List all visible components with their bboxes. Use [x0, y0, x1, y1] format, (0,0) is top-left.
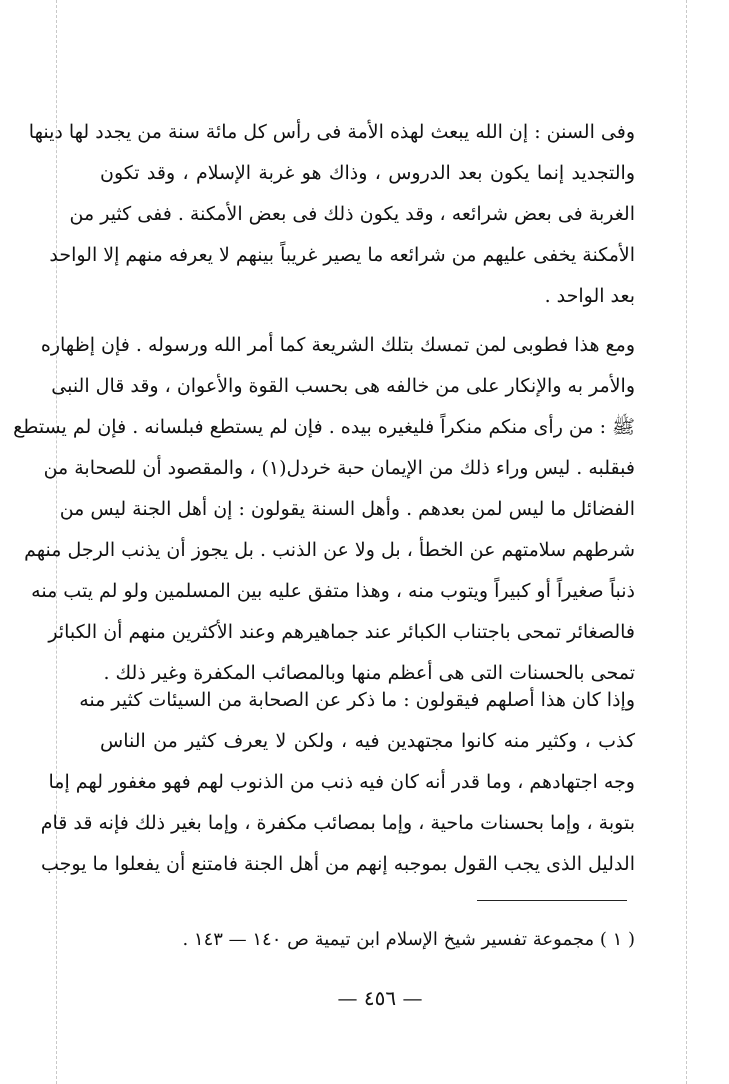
paragraph-line: والأمر به والإنكار على من خالفه هى بحسب القوة والأعوان ، وقد قال النبى	[51, 375, 635, 397]
paragraph-2	[13, 325, 635, 694]
paragraph-line: شرطهم سلامتهم عن الخطأ ، بل ولا عن الذنب . بل يجوز أن يذنب الرجل منهم	[24, 539, 635, 561]
paragraph-line: بعد الواحد .	[544, 285, 635, 307]
page-number: — ٤٥٦ —	[337, 986, 423, 1010]
paragraph-line: ﷺ : من رأى منكم منكراً فليغيره بيده . فإن لم يستطع فبلسانه . فإن لم يستطع	[13, 416, 635, 438]
paragraph-1	[28, 112, 635, 317]
paragraph-line: الأمكنة يخفى عليهم من شرائعه ما يصير غريباً بينهم لا يعرفه منهم إلا الواحد	[49, 244, 635, 266]
footnote-separator	[477, 900, 627, 901]
paragraph-line: تمحى بالحسنات التى هى أعظم منها وبالمصائب المكفرة وغير ذلك .	[103, 662, 635, 684]
paragraph-line: والتجديد إنما يكون بعد الدروس ، وذاك هو غربة الإسلام ، وقد تكون	[100, 162, 635, 184]
right-margin-guide	[686, 0, 687, 1084]
paragraph-line: وجه اجتهادهم ، وما قدر أنه كان فيه ذنب من الذنوب لهم فهو مغفور لهم إما	[48, 771, 635, 793]
paragraph-3	[40, 680, 635, 885]
paragraph-line: ومع هذا فطوبى لمن تمسك بتلك الشريعة كما أمر الله ورسوله . فإن إظهاره	[40, 334, 635, 356]
paragraph-line: الدليل الذى يجب القول بموجبه إنهم من أهل الجنة فامتنع أن يفعلوا ما يوجب	[41, 853, 635, 875]
paragraph-line: وفى السنن : إن الله يبعث لهذه الأمة فى رأس كل مائة سنة من يجدد لها دينها	[28, 121, 635, 143]
footnote: ( ١ ) مجموعة تفسير شيخ الإسلام ابن تيمية ص ١٤٠ — ١٤٣ .	[182, 929, 635, 950]
paragraph-line: الفضائل ما ليس لمن بعدهم . وأهل السنة يقولون : إن أهل الجنة ليس من	[59, 498, 635, 520]
paragraph-line: فالصغائر تمحى باجتناب الكبائر عند جماهيرهم وعند الأكثرين منهم أن الكبائر	[48, 621, 635, 643]
paragraph-line: الغربة فى بعض شرائعه ، وقد يكون ذلك فى بعض الأمكنة . ففى كثير من	[69, 203, 635, 225]
paragraph-line: ذنباً صغيراً أو كبيراً ويتوب منه ، وهذا متفق عليه بين المسلمين ولو لم يتب منه	[31, 580, 635, 602]
paragraph-line: بتوبة ، وإما بحسنات ماحية ، وإما بمصائب مكفرة ، وإما بغير ذلك فإنه قد قام	[40, 812, 635, 834]
paragraph-line: وإذا كان هذا أصلهم فيقولون : ما ذكر عن الصحابة من السيئات كثير منه	[79, 689, 635, 711]
paragraph-line: فبقلبه . ليس وراء ذلك من الإيمان حبة خردل(١) ، والمقصود أن للصحابة من	[43, 457, 635, 479]
paragraph-line: كذب ، وكثير منه كانوا مجتهدين فيه ، ولكن لا يعرف كثير من الناس	[100, 730, 635, 752]
